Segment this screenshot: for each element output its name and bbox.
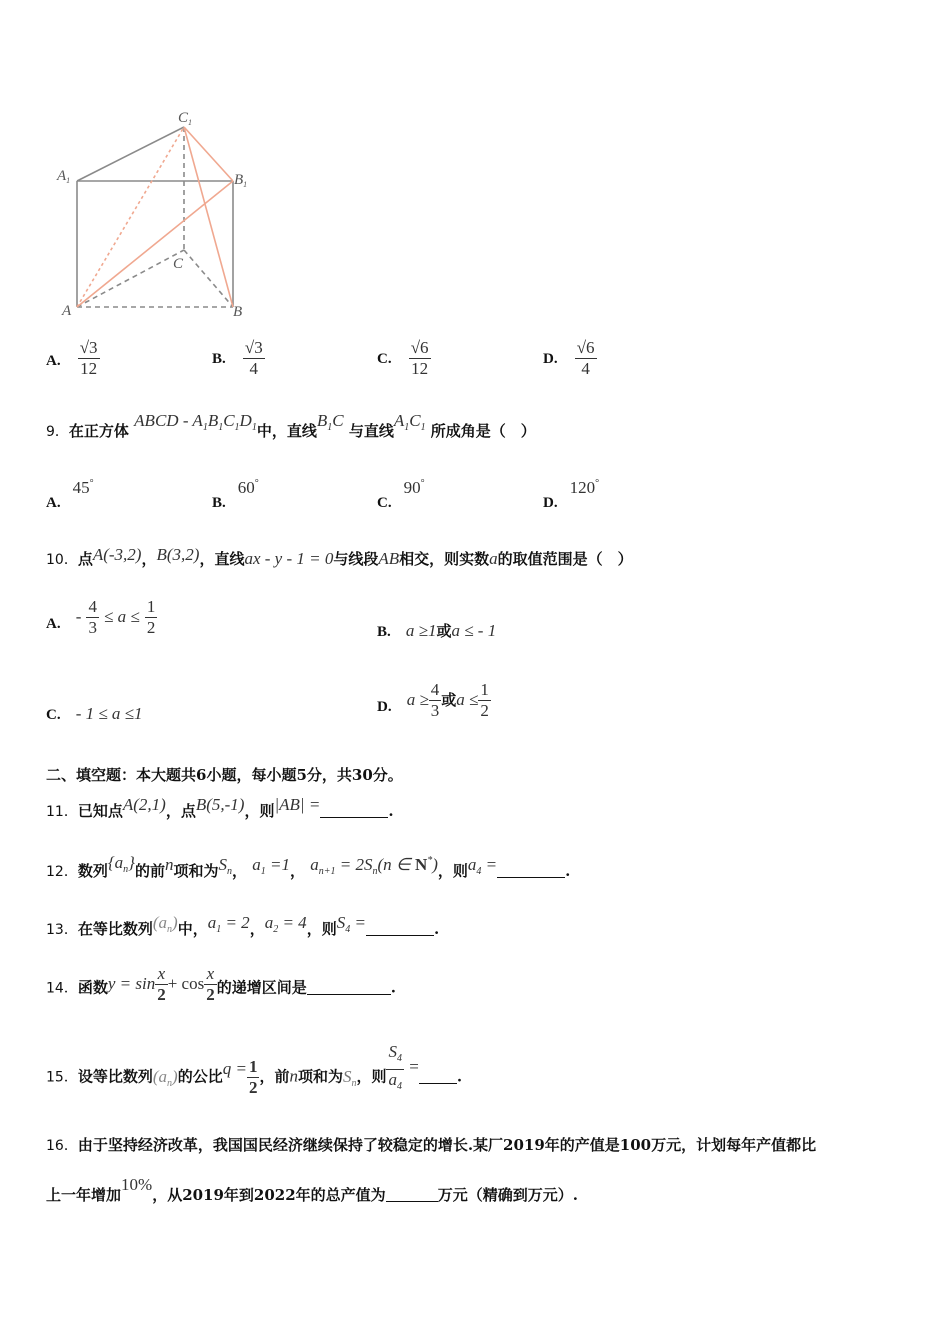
q8-option-b[interactable]: B. $\frac{√3}{4}$ xyxy=(212,338,263,378)
q8-option-c[interactable]: C. $\frac{√6}{12}$ xyxy=(377,338,429,378)
q10-option-c[interactable]: C. - 1 ≤ a ≤1 xyxy=(46,704,143,723)
q9-option-b[interactable]: B.60° xyxy=(212,478,259,511)
question-14: 14．函数y = sin $\frac{x}{2}$ + cos $\frac{x}{2}$ 的递增区间是 . xyxy=(46,964,396,1004)
q9-option-a[interactable]: A.45° xyxy=(46,478,94,511)
q9-option-c[interactable]: C.90° xyxy=(377,478,425,511)
answer-blank-15[interactable] xyxy=(419,1069,457,1084)
answer-blank-11[interactable] xyxy=(320,803,388,818)
q10-option-a[interactable]: A. - $\frac{4}{3}$ ≤ a ≤ $\frac{1}{2}$ xyxy=(46,597,156,637)
label-b: B xyxy=(233,304,243,320)
answer-blank-13[interactable] xyxy=(366,921,434,936)
label-c1: $C_1$ xyxy=(178,110,193,127)
label-c: C xyxy=(173,256,184,272)
q8-option-d[interactable]: D. $\frac{√6}{4}$ xyxy=(543,338,595,378)
question-12: 12．数列$\{a_n\}$的前n项和为$S_n$， $a_1 =1$， $a_{n+1} = 2S_n(n$ ∈ N*)，则$a_4$ = . xyxy=(46,853,571,880)
label-b1: $B_1$ xyxy=(234,172,248,189)
answer-blank-16[interactable] xyxy=(386,1187,438,1202)
answer-blank-14[interactable] xyxy=(307,980,391,995)
question-16-line1: 16．由于坚持经济改革，我国国民经济继续保持了较稳定的增长.某厂2019年的产值是100万元，计划每年产值都比 xyxy=(46,1136,817,1154)
question-9: 9．在正方体 ABCD - $A_1B_1C_1D_1$中，直线$B_1C$ 与直线$A_1C_1$ 所成角是（ ） xyxy=(46,411,536,440)
q10-option-d[interactable]: D. a ≥ $\frac{4}{3}$ 或a ≤ $\frac{1}{2}$ xyxy=(377,680,489,720)
question-16-line2: 上一年增加10%，从2019年到2022年的总产值为 万元（精确到万元）. xyxy=(46,1175,578,1204)
label-a1: $A_1$ xyxy=(57,168,71,185)
question-13: 13．在等比数列$(a_n)$中，$a_1 = 2$，$a_2 = 4$，则$S_4$ = . xyxy=(46,913,440,938)
edge-a1-c1 xyxy=(77,127,184,181)
q8-option-a[interactable]: A. $\frac{√3}{12}$ xyxy=(46,338,98,378)
prism-figure xyxy=(50,100,270,330)
edge-a-b1 xyxy=(77,181,233,307)
question-11: 11．已知点A(2,1)，点B(5,-1)，则|AB| = . xyxy=(46,795,394,820)
label-a: A xyxy=(62,303,72,319)
answer-blank-12[interactable] xyxy=(497,863,565,878)
question-15: 15．设等比数列$(a_n)$的公比q = $\frac{1}{2}$ ，前n项和为$S_n$，则 $\frac{S_4}{a_4}$ =. xyxy=(46,1042,463,1097)
q10-option-b[interactable]: B. a ≥1或a ≤ - 1 xyxy=(377,621,497,640)
q9-option-d[interactable]: D.120° xyxy=(543,478,600,511)
section-2-heading: 二、填空题：本大题共6小题，每小题5分，共30分。 xyxy=(46,766,403,784)
question-10: 10．点A(-3,2)，B(3,2)，直线ax - y - 1 = 0与线段AB相交，则实数a的取值范围是（ ） xyxy=(46,545,633,568)
